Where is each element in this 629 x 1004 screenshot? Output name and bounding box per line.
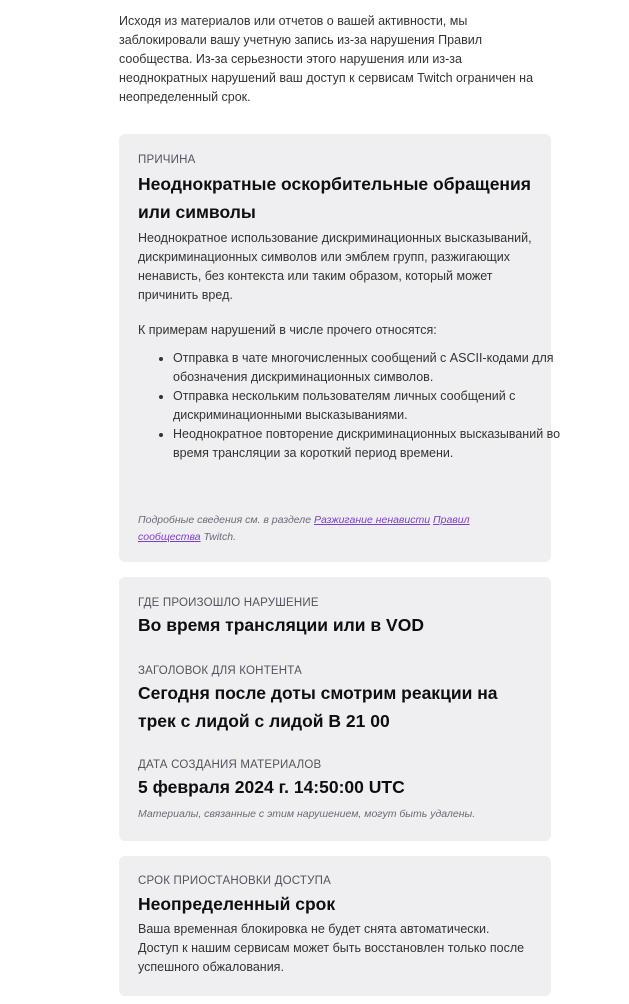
- examples-list: [138, 349, 568, 463]
- suspension-label: СРОК ПРИОСТАНОВКИ ДОСТУПА: [138, 875, 331, 887]
- suspension-value: Неопределенный срок: [138, 894, 336, 914]
- violation-where-value: Во время трансляции или в VOD: [138, 615, 424, 635]
- content-title-value: Сегодня после доты смотрим реакции на трек с лидой с лидой В 21 00: [138, 683, 498, 731]
- hate-speech-link[interactable]: Разжигание ненависти: [313, 514, 431, 526]
- community-guidelines-link[interactable]: Правил сообщества: [138, 514, 470, 543]
- violation-note: Материалы, связанные с этим нарушением, могут быть удалены.: [138, 808, 476, 820]
- suspension-card: [119, 856, 551, 996]
- created-date-label: ДАТА СОЗДАНИЯ МАТЕРИАЛОВ: [138, 759, 322, 771]
- violation-card: [119, 577, 551, 841]
- examples-intro: К примерам нарушений в числе прочего относятся:: [138, 323, 437, 337]
- note-prefix: Подробные сведения см. в разделе: [138, 514, 314, 526]
- reason-description: Неоднократное использование дискриминационных высказываний, дискриминационных символов или эмблем групп, разжигающих ненависть, без контекста или таким образом, который может причинить вред.: [138, 231, 532, 302]
- suspension-description: Ваша временная блокировка не будет снята автоматически. Доступ к нашим сервисам может быть восстановлен только после успешного обжалования.: [138, 922, 525, 974]
- content-title-label: ЗАГОЛОВОК ДЛЯ КОНТЕНТА: [138, 665, 303, 677]
- list-item: • Отправка нескольким пользователям личных сообщений с дискриминационными высказываниями.: [173, 387, 568, 425]
- reason-note: [138, 512, 533, 546]
- reason-title: Неоднократные оскорбительные обращения или символы: [138, 174, 531, 222]
- list-item: • Неоднократное повторение дискриминационных высказываний во время трансляции за короткий период времени.: [173, 425, 568, 463]
- intro-text: Исходя из материалов или отчетов о вашей активности, мы заблокировали вашу учетную запись из-за нарушения Правил сообщества. Из-за серьезности этого нарушения или из-за неоднократных нарушений ваш доступ к сервисам Twitch ограничен на неопределенный срок.: [119, 14, 534, 104]
- created-date-value: 5 февраля 2024 г. 14:50:00 UTC: [138, 777, 405, 797]
- reason-label: ПРИЧИНА: [138, 154, 196, 166]
- list-item: • Отправка в чате многочисленных сообщений с ASCII-кодами для обозначения дискриминационных символов.: [173, 349, 568, 387]
- violation-where-label: ГДЕ ПРОИЗОШЛО НАРУШЕНИЕ: [138, 597, 319, 609]
- note-suffix: Twitch.: [200, 531, 236, 543]
- reason-card: [119, 134, 561, 562]
